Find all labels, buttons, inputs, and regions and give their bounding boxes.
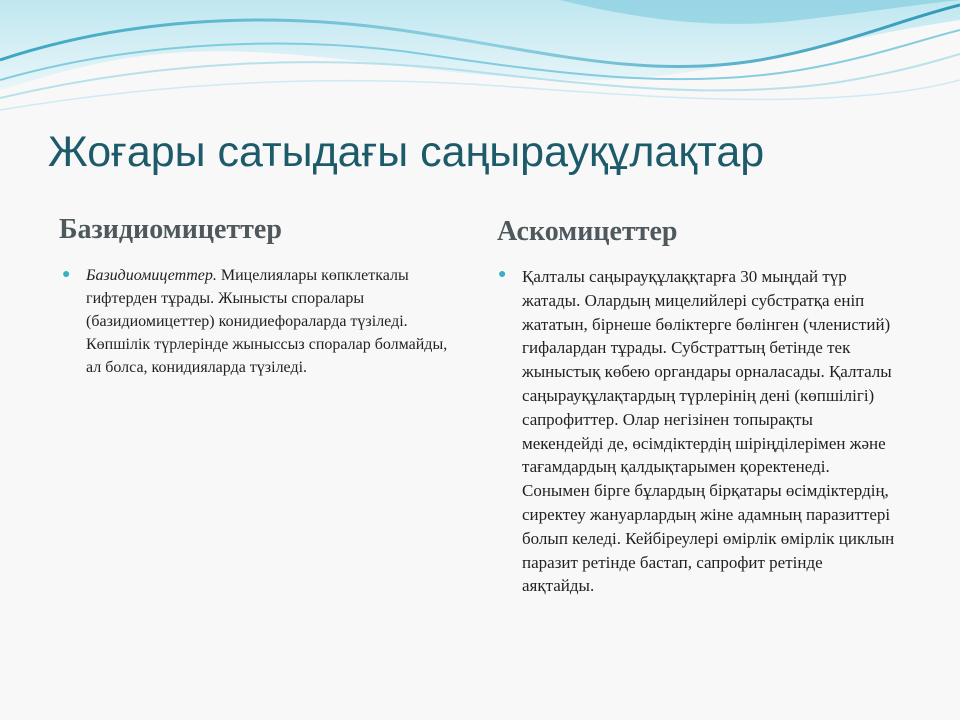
header-wave-decoration (0, 0, 960, 130)
right-column-body (498, 265, 898, 598)
left-bullet-italic-term: Базидиомицеттер. (86, 267, 217, 284)
left-column-heading: Базидиомицеттер (59, 214, 282, 245)
right-bullet-paragraph: Қалталы саңырауқұлаққтарға 30 мыңдай түр жатады. Олардың мицелийлері субстратқа еніп жататын, бірнеше бөліктерге бөлінген (членистий) гифалардан тұрады. Субстраттың бетінде тек жыныстық көбею органдары орналасады. Қалталы саңырауқұлақтардың түрлерінің дені (көпшілігі) сапрофиттер. Олар негізінен топырақты мекендейді де, өсімдіктердің шіріңділерімен және тағамдардың қалдықтарымен қоректенеді. Сонымен бірге бұлардың бірқатары өсімдіктердің, сиректеу жануарлардың жіне адамның паразиттері болып келеді. Кейбіреулері өмірлік өмірлік циклын паразит ретінде бастап, сапрофит ретінде аяқтайды. (522, 267, 895, 596)
slide-title: Жоғары сатыдағы саңырауқұлақтар (48, 128, 765, 176)
left-bullet-paragraph (86, 265, 460, 379)
left-bullet-text: Мицелиялары көпклеткалы гифтерден тұрады. Жынысты споралары (базидиомицеттер) конидиефораларда түзіледі. Көпшілік түрлерінде жыныссыз споралар болмайды, ал болса, конидияларда түзіледі. (86, 267, 448, 376)
bullet-icon: ● (498, 267, 507, 282)
left-column-body (62, 265, 460, 379)
bullet-icon: ● (62, 267, 71, 282)
right-column-heading: Аскомицеттер (497, 216, 678, 247)
